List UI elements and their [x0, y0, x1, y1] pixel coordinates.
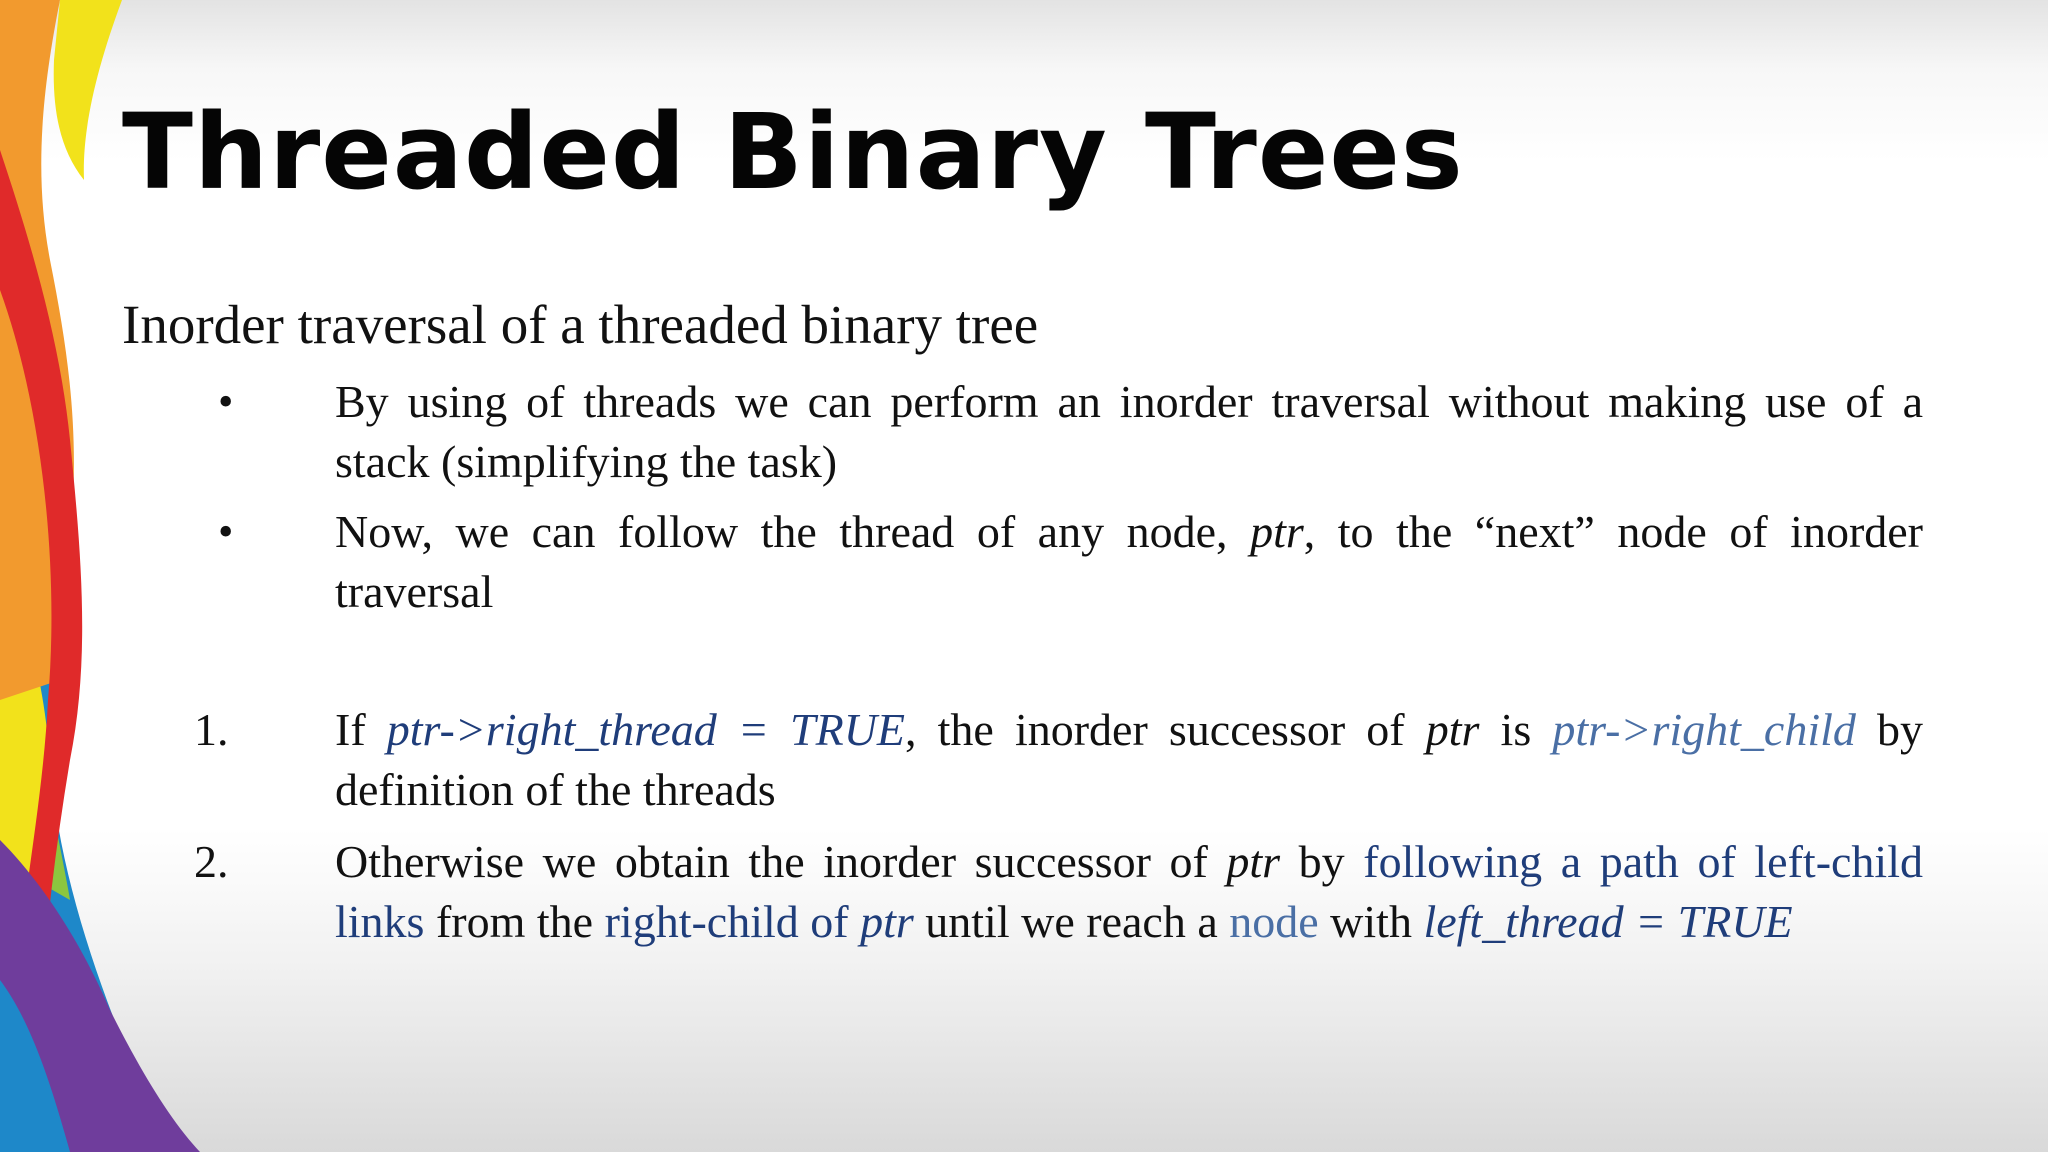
node-term: node [1229, 896, 1319, 947]
text-run: , to the “next” node of inorder traversal [335, 506, 1923, 617]
text-run: by definition of the threads [335, 704, 1924, 815]
text-run: with [1318, 896, 1424, 947]
bullet-marker: • [218, 377, 234, 426]
right-child-term: ptr->right_child [1552, 704, 1856, 755]
step-number: 1. [194, 704, 229, 755]
bullet-marker: • [218, 507, 234, 556]
text-run: Now, we can follow the thread of any node, [335, 506, 1251, 557]
step-text [335, 832, 1923, 952]
text-run: by [1280, 836, 1364, 887]
right-child-term: right-child of [604, 896, 861, 947]
right-thread-condition: ptr->right_thread = TRUE [386, 704, 906, 755]
ptr-term: ptr [860, 896, 914, 947]
bullet-text [335, 372, 1923, 492]
subheading: Inorder traversal of a threaded binary tree [122, 294, 1039, 355]
ribbon-yellow-band [54, 0, 122, 180]
text-run: is [1479, 704, 1553, 755]
slide-title: Threaded Binary Trees [122, 91, 1464, 213]
bullet-text [335, 502, 1923, 622]
text-run: , the inorder successor of [905, 704, 1426, 755]
text-run: until we reach a [913, 896, 1230, 947]
left-child-path-term: following a path of left-child links [335, 836, 1923, 947]
ptr-term: ptr [1226, 836, 1281, 887]
text-run: Otherwise we obtain the inorder successor of [335, 836, 1227, 887]
bullet-text-1: By using of threads we can perform an inorder traversal without making use of a stack (simplifying the task) [335, 376, 1923, 487]
ptr-term: ptr [1425, 704, 1480, 755]
step-text [335, 700, 1923, 820]
step-number: 2. [194, 836, 229, 887]
ptr-term: ptr [1250, 506, 1304, 557]
text-run: from the [424, 896, 605, 947]
text-run: If [335, 704, 387, 755]
left-thread-condition: left_thread = TRUE [1423, 896, 1793, 947]
